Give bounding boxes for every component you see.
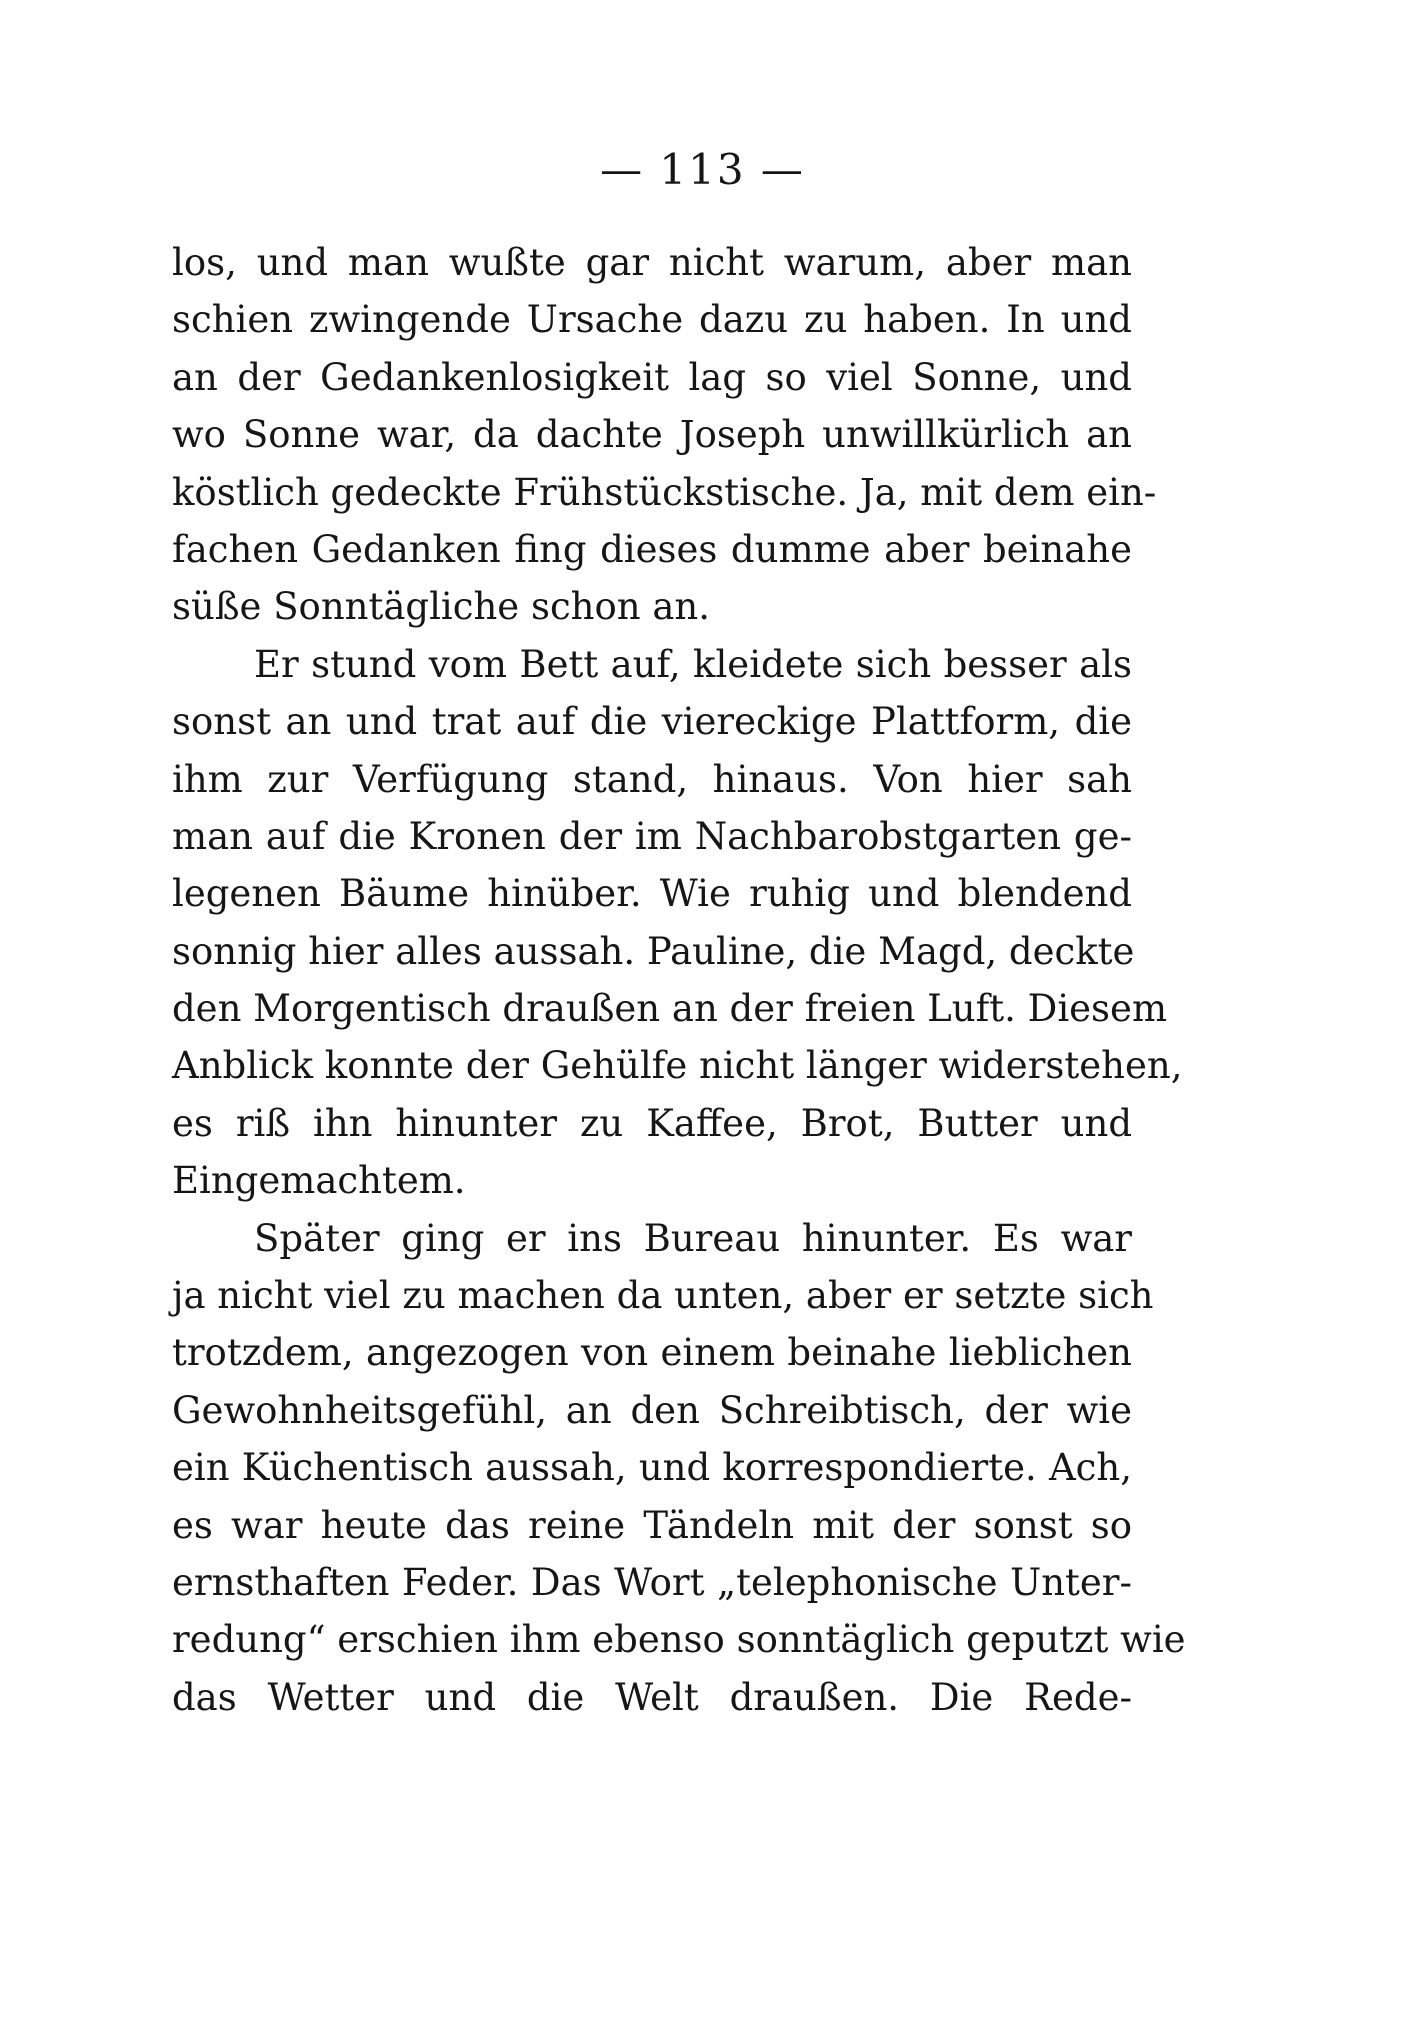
text-line: redung“ erschien ihm ebenso sonntäglich geputzt wie bbox=[172, 1618, 1186, 1662]
text-line: es war heute das reine Tändeln mit der sonst so bbox=[172, 1503, 1132, 1547]
text-line: Eingemachtem. bbox=[172, 1159, 466, 1203]
text-line: Gewohnheitsgefühl, an den Schreibtisch, der wie bbox=[172, 1388, 1132, 1432]
text-line: Anblick konnte der Gehülfe nicht länger widerstehen, bbox=[172, 1044, 1183, 1088]
text-line: an der Gedankenlosigkeit lag so viel Sonne, und bbox=[172, 355, 1132, 399]
text-line: köstlich gedeckte Frühstückstische. Ja, mit dem ein- bbox=[172, 470, 1157, 514]
text-line: fachen Gedanken fing dieses dumme aber beinahe bbox=[172, 527, 1132, 571]
text-line: das Wetter und die Welt draußen. Die Rede- bbox=[172, 1675, 1132, 1719]
text-line: man auf die Kronen der im Nachbarobstgarten ge- bbox=[172, 814, 1132, 858]
text-line: legenen Bäume hinüber. Wie ruhig und blendend bbox=[172, 872, 1132, 916]
text-line: ernsthaften Feder. Das Wort „telephonische Unter- bbox=[172, 1560, 1132, 1604]
body-text bbox=[172, 234, 1186, 1726]
text-line: wo Sonne war, da dachte Joseph unwillkürlich an bbox=[172, 413, 1132, 457]
text-line: den Morgentisch draußen an der freien Luft. Diesem bbox=[172, 987, 1168, 1031]
text-line: trotzdem, angezogen von einem beinahe lieblichen bbox=[172, 1331, 1132, 1375]
text-line: ja nicht viel zu machen da unten, aber er setzte sich bbox=[172, 1274, 1154, 1318]
text-line: ihm zur Verfügung stand, hinaus. Von hier sah bbox=[172, 757, 1132, 801]
text-line: sonnig hier alles aussah. Pauline, die Magd, deckte bbox=[172, 929, 1135, 973]
text-line: Später ging er ins Bureau hinunter. Es war bbox=[254, 1216, 1132, 1260]
text-line: ein Küchentisch aussah, und korrespondierte. Ach, bbox=[172, 1446, 1132, 1490]
text-line: los, und man wußte gar nicht warum, aber man bbox=[172, 241, 1132, 284]
text-line: es riß ihn hinunter zu Kaffee, Brot, Butter und bbox=[172, 1101, 1132, 1145]
text-line: süße Sonntägliche schon an. bbox=[172, 585, 711, 629]
page-number: — 113 — bbox=[600, 145, 805, 194]
text-line: Er stund vom Bett auf, kleidete sich besser als bbox=[254, 642, 1132, 686]
text-line: sonst an und trat auf die viereckige Plattform, die bbox=[172, 700, 1132, 744]
text-line: schien zwingende Ursache dazu zu haben. In und bbox=[172, 298, 1132, 342]
